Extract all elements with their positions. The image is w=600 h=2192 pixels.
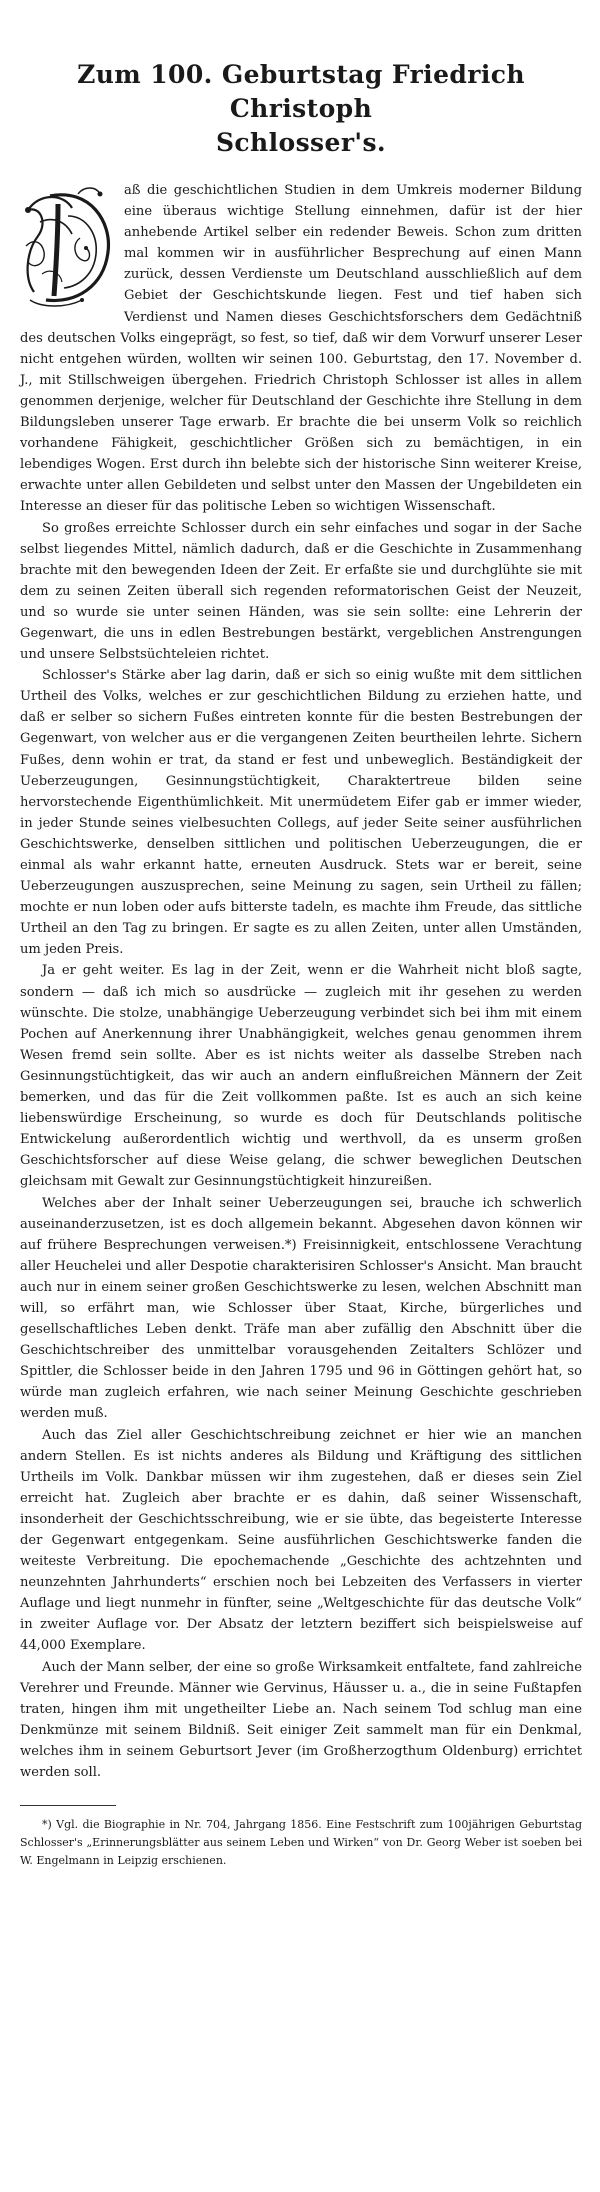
paragraph-1	[20, 180, 582, 518]
footnote-divider	[20, 1805, 116, 1806]
ornamental-initial-d	[20, 182, 116, 310]
footnote: *) Vgl. die Biographie in Nr. 704, Jahrgang 1856. Eine Festschrift zum 100jährigen Geburtstag Schlosser's „Erinnerungsblätter aus seinem Leben und Wirken“ von Dr. Georg Weber ist soeben bei W. Engelmann in Leipzig erschienen.	[20, 1818, 582, 1868]
paragraph-6: Auch das Ziel aller Geschichtschreibung zeichnet er hier wie an manchen andern Stellen. Es ist nichts anderes als Bildung und Kräftigung des sittlichen Urtheils im Volk. Dankbar müssen wir ihm zugestehen, daß er dieses sein Ziel erreicht hat. Zugleich aber brachte er es dahin, daß seiner Wissenschaft, insonderheit der Geschichtsschreibung, wie er sie übte, das begeisterte Interesse der Gegenwart entgegenkam. Seine ausführlichen Geschichtswerke fanden die weiteste Verbreitung. Die epochemachende „Geschichte des achtzehnten und neunzehnten Jahrhunderts“ erschien noch bei Lebzeiten des Verfassers in vierter Auflage und liegt nunmehr in fünfter, seine „Weltgeschichte für das deutsche Volk“ in zweiter Auflage vor. Der Absatz der letztern beziffert sich beispielsweise auf 44,000 Exemplare.	[20, 1427, 582, 1654]
paragraph-2: So großes erreichte Schlosser durch ein sehr einfaches und sogar in der Sache selbst liegendes Mittel, nämlich dadurch, daß er die Geschichte in Zusammenhang brachte mit den bewegenden Ideen der Zeit. Er erfaßte sie und durchglühte sie mit dem zu seinen Zeiten überall sich regenden reformatorischen Geist der Neuzeit, und so wurde sie unter seinen Händen, was sie sein sollte: eine Lehrerin der Gegenwart, die uns in edlen Bestrebungen bestärkt, vergeblichen Anstrengungen und unsere Selbstsüchteleien richtet.	[20, 520, 582, 663]
paragraph-3: Schlosser's Stärke aber lag darin, daß er sich so einig wußte mit dem sittlichen Urtheil des Volks, welches er zur geschichtlichen Bildung zu erziehen hatte, und daß er selber so sichern Fußes eintreten konnte für die besten Bestrebungen der Gegenwart, von welcher aus er die vergangenen Zeiten beurtheilen lehrte. Sichern Fußes, denn wohin er trat, da stand er fest und unbeweglich. Beständigkeit der Ueberzeugungen, Gesinnungstüchtigkeit, Charaktertreue bilden seine hervorstechende Eigenthümlichkeit. Mit unermüdetem Eifer gab er immer wieder, in jeder Stunde seines vielbesuchten Collegs, auf jeder Seite seiner ausführlichen Geschichtswerke, denselben sittlichen und politischen Ueberzeugungen, die er einmal als wahr erkannt hatte, erneuten Ausdruck. Stets war er bereit, seine Ueberzeugungen auszusprechen, seine Meinung zu sagen, sein Urtheil zu fällen; mochte er nun loben oder aufs bitterste tadeln, es machte ihm Freude, das sittliche Urtheil an den Tag zu bringen. Er sagte es zu allen Zeiten, unter allen Umständen, um jeden Preis.	[20, 668, 582, 958]
paragraph-7: Auch der Mann selber, der eine so große Wirksamkeit entfaltete, fand zahlreiche Verehrer und Freunde. Männer wie Gervinus, Häusser u. a., die in seine Fußtapfen traten, hingen ihm mit ungetheilter Liebe an. Nach seinem Tod schlug man eine Denkmünze mit seinem Bildniß. Seit einiger Zeit sammelt man für ein Denkmal, welches ihm in seinem Geburtsort Jever (im Großherzogthum Oldenburg) errichtet werden soll.	[20, 1659, 582, 1781]
paragraph-5: Welches aber der Inhalt seiner Ueberzeugungen sei, brauche ich schwerlich auseinanderzusetzen, ist es doch allgemein bekannt. Abgesehen davon können wir auf frühere Besprechungen verweisen.*) Freisinnigkeit, entschlossene Verachtung aller Heuchelei und aller Despotie charakterisiren Schlosser's Ansicht. Man braucht auch nur in einem seiner großen Geschichtswerke zu lesen, welchen Abschnitt man will, so erfährt man, wie Schlosser über Staat, Kirche, bürgerliches und gesellschaftliches Leben denkt. Träfe man aber zufällig den Abschnitt über die Geschichtschreiber des unmittelbar vorausgehenden Zeitalters Schlözer und Spittler, die Schlosser beide in den Jahren 1795 und 96 in Göttingen gehört hat, so würde man zugleich erfahren, wie nach seiner Meinung Geschichte geschrieben werden muß.	[20, 1195, 582, 1422]
article-body	[20, 180, 582, 1783]
article-title-line-1: Zum 100. Geburtstag Friedrich Christoph	[77, 60, 525, 123]
paragraph-4: Ja er geht weiter. Es lag in der Zeit, wenn er die Wahrheit nicht bloß sagte, sondern — daß ich mich so ausdrücke — zugleich mit ihr gesehen zu werden wünschte. Die stolze, unabhängige Ueberzeugung verbindet sich bei ihm mit einem Pochen auf Anerkennung ihrer Unabhängigkeit, welches genau genommen ihrem Wesen fremd sein sollte. Aber es ist nichts weiter als dasselbe Streben nach Gesinnungstüchtigkeit, das wir auch an andern einflußreichen Männern der Zeit bemerken, und das für die Zeit vollkommen paßte. Ist es auch an sich keine liebenswürdige Erscheinung, so wurde es doch für Deutschlands politische Entwickelung außerordentlich wichtig und werthvoll, da es unserm großen Geschichtsforscher auf diese Weise gelang, die schwer beweglichen Deutschen gleichsam mit Gewalt zur Gesinnungstüchtigkeit hinzureißen.	[20, 963, 582, 1190]
article-title-line-2: Schlosser's.	[215, 128, 387, 157]
article-title	[20, 58, 582, 160]
paragraph-1-text: aß die geschichtlichen Studien in dem Umkreis moderner Bildung eine überaus wichtige Stellung einnehmen, dafür ist der hier anhebende Artikel selber ein redender Beweis. Schon zum dritten mal kommen wir in ausführlicher Besprechung auf einen Mann zurück, dessen Verdienste um Deutschland ausschließlich auf dem Gebiet der Geschichtskunde liegen. Fest und tief haben sich Verdienst und Namen dieses Geschichtsforschers dem Gedächtniß des deutschen Volks eingeprägt, so fest, so tief, daß wir dem Vorwurf unserer Leser nicht entgehen würden, wollten wir seinen 100. Geburtstag, den 17. November d. J., mit Stillschweigen übergehen. Friedrich Christoph Schlosser ist alles in allem genommen derjenige, welcher für Deutschland der Geschichte ihre Stellung in dem Bildungsleben unserer Tage erwarb. Er brachte die bei unserm Volk so reichlich vorhandene Fähigkeit, geschichtlicher Größen sich zu bemächtigen, in ein lebendiges Wogen. Erst durch ihn belebte sich der historische Sinn weiterer Kreise, erwachte unter allen Gebildeten und selbst unter den Massen der Ungebildeten ein Interesse an dieser für das politische Leben so wichtigen Wissenschaft.	[20, 183, 582, 515]
